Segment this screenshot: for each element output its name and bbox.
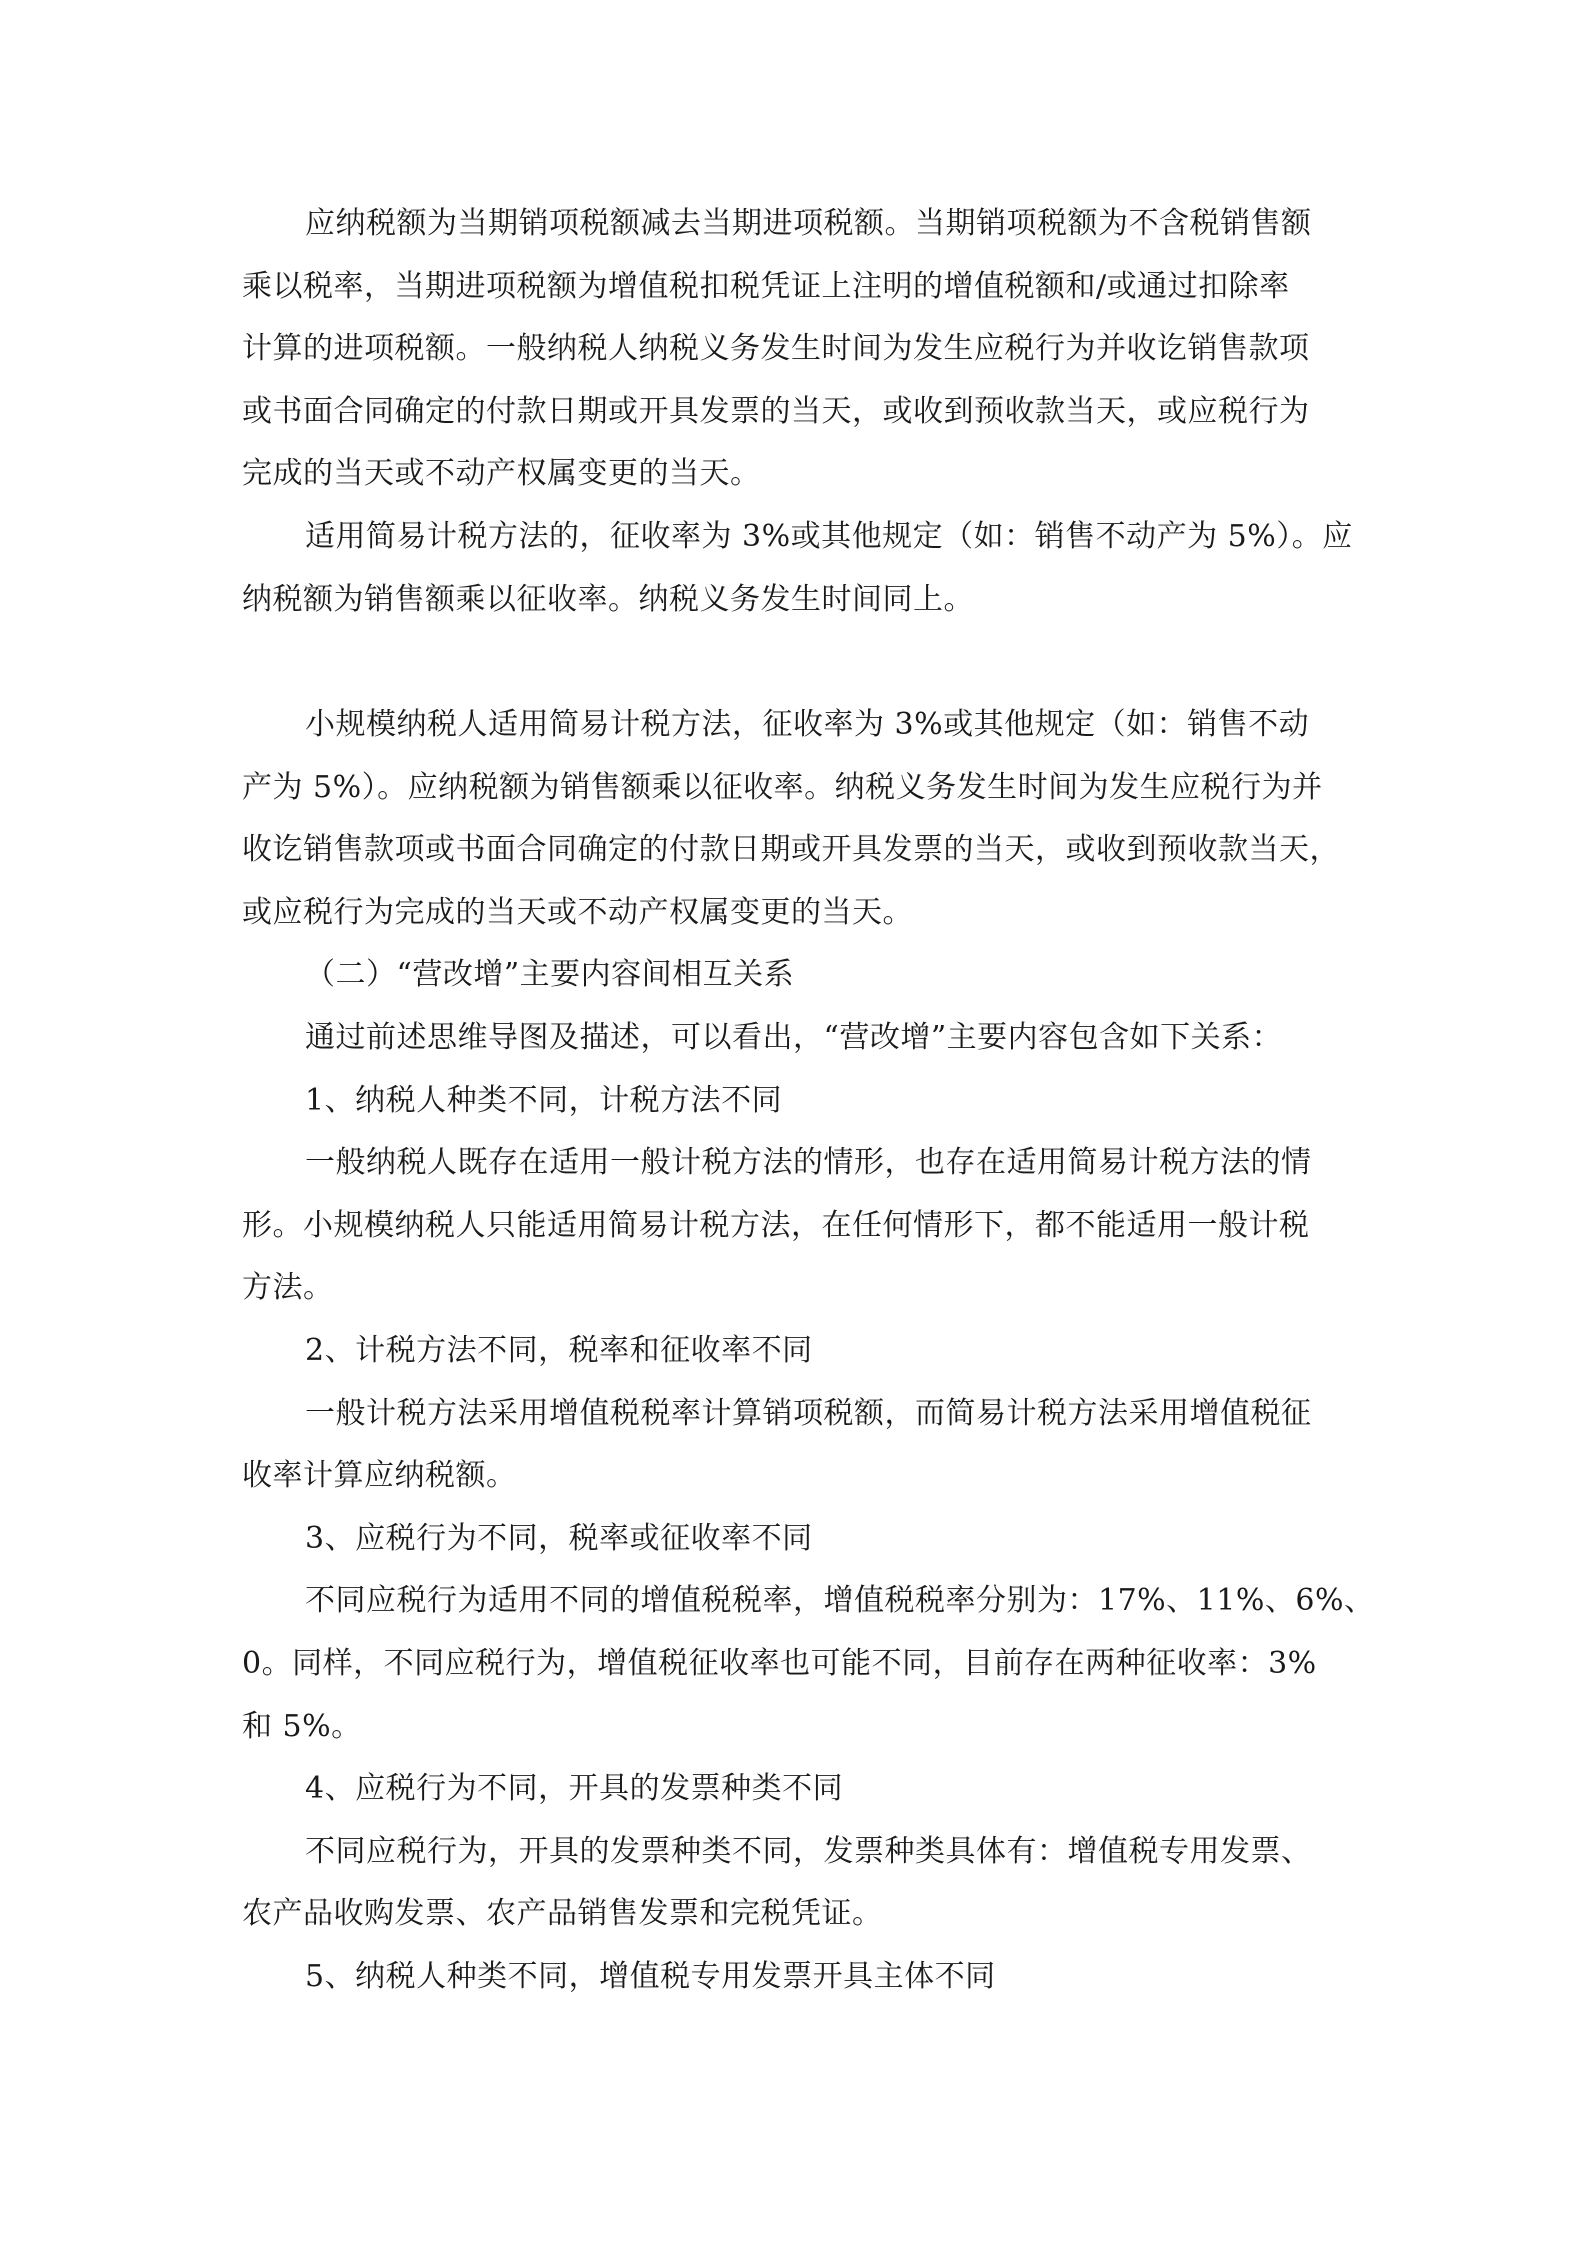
item-heading: 5、纳税人种类不同，增值税专用发票开具主体不同 <box>305 1959 996 1994</box>
section-heading: （二）“营改增”主要内容间相互关系 <box>305 957 795 992</box>
intro-line: 通过前述思维导图及描述，可以看出，“营改增”主要内容包含如下关系： <box>305 1020 1283 1055</box>
paragraph-line: 适用简易计税方法的，征收率为 3%或其他规定（如：销售不动产为 5%）。应 <box>305 519 1353 554</box>
item-heading: 4、应税行为不同，开具的发票种类不同 <box>305 1771 844 1806</box>
paragraph-line: 收率计算应纳税额。 <box>242 1458 517 1493</box>
paragraph-line: 产为 5%）。应纳税额为销售额乘以征收率。纳税义务发生时间为发生应税行为并 <box>242 770 1323 805</box>
paragraph-line: 小规模纳税人适用简易计税方法，征收率为 3%或其他规定（如：销售不动 <box>305 707 1310 742</box>
item-heading: 2、计税方法不同，税率和征收率不同 <box>305 1333 813 1368</box>
paragraph-line: 或应税行为完成的当天或不动产权属变更的当天。 <box>242 895 913 930</box>
paragraph-line: 或书面合同确定的付款日期或开具发票的当天，或收到预收款当天，或应税行为 <box>242 394 1310 429</box>
paragraph-line: 计算的进项税额。一般纳税人纳税义务发生时间为发生应税行为并收讫销售款项 <box>242 331 1310 366</box>
paragraph-line: 应纳税额为当期销项税额减去当期进项税额。当期销项税额为不含税销售额 <box>305 206 1312 241</box>
paragraph-line: 一般计税方法采用增值税税率计算销项税额，而简易计税方法采用增值税征 <box>305 1396 1312 1431</box>
paragraph-line: 一般纳税人既存在适用一般计税方法的情形，也存在适用简易计税方法的情 <box>305 1145 1312 1180</box>
paragraph-line: 完成的当天或不动产权属变更的当天。 <box>242 456 761 491</box>
paragraph-line: 农产品收购发票、农产品销售发票和完税凭证。 <box>242 1896 883 1931</box>
item-heading: 3、应税行为不同，税率或征收率不同 <box>305 1521 813 1556</box>
paragraph-line: 和 5%。 <box>242 1709 362 1744</box>
paragraph-line: 0。同样，不同应税行为，增值税征收率也可能不同，目前存在两种征收率：3% <box>242 1646 1317 1681</box>
paragraph-line: 收讫销售款项或书面合同确定的付款日期或开具发票的当天，或收到预收款当天， <box>242 832 1340 867</box>
paragraph-line: 方法。 <box>242 1270 334 1305</box>
paragraph-line: 乘以税率，当期进项税额为增值税扣税凭证上注明的增值税额和/或通过扣除率 <box>242 269 1290 304</box>
paragraph-line: 形。小规模纳税人只能适用简易计税方法，在任何情形下，都不能适用一般计税 <box>242 1208 1310 1243</box>
paragraph-line: 不同应税行为，开具的发票种类不同，发票种类具体有：增值税专用发票、 <box>305 1834 1312 1869</box>
item-heading: 1、纳税人种类不同，计税方法不同 <box>305 1083 783 1118</box>
paragraph-line: 纳税额为销售额乘以征收率。纳税义务发生时间同上。 <box>242 582 974 617</box>
paragraph-line: 不同应税行为适用不同的增值税税率，增值税税率分别为：17%、11%、6%、 <box>305 1583 1375 1618</box>
